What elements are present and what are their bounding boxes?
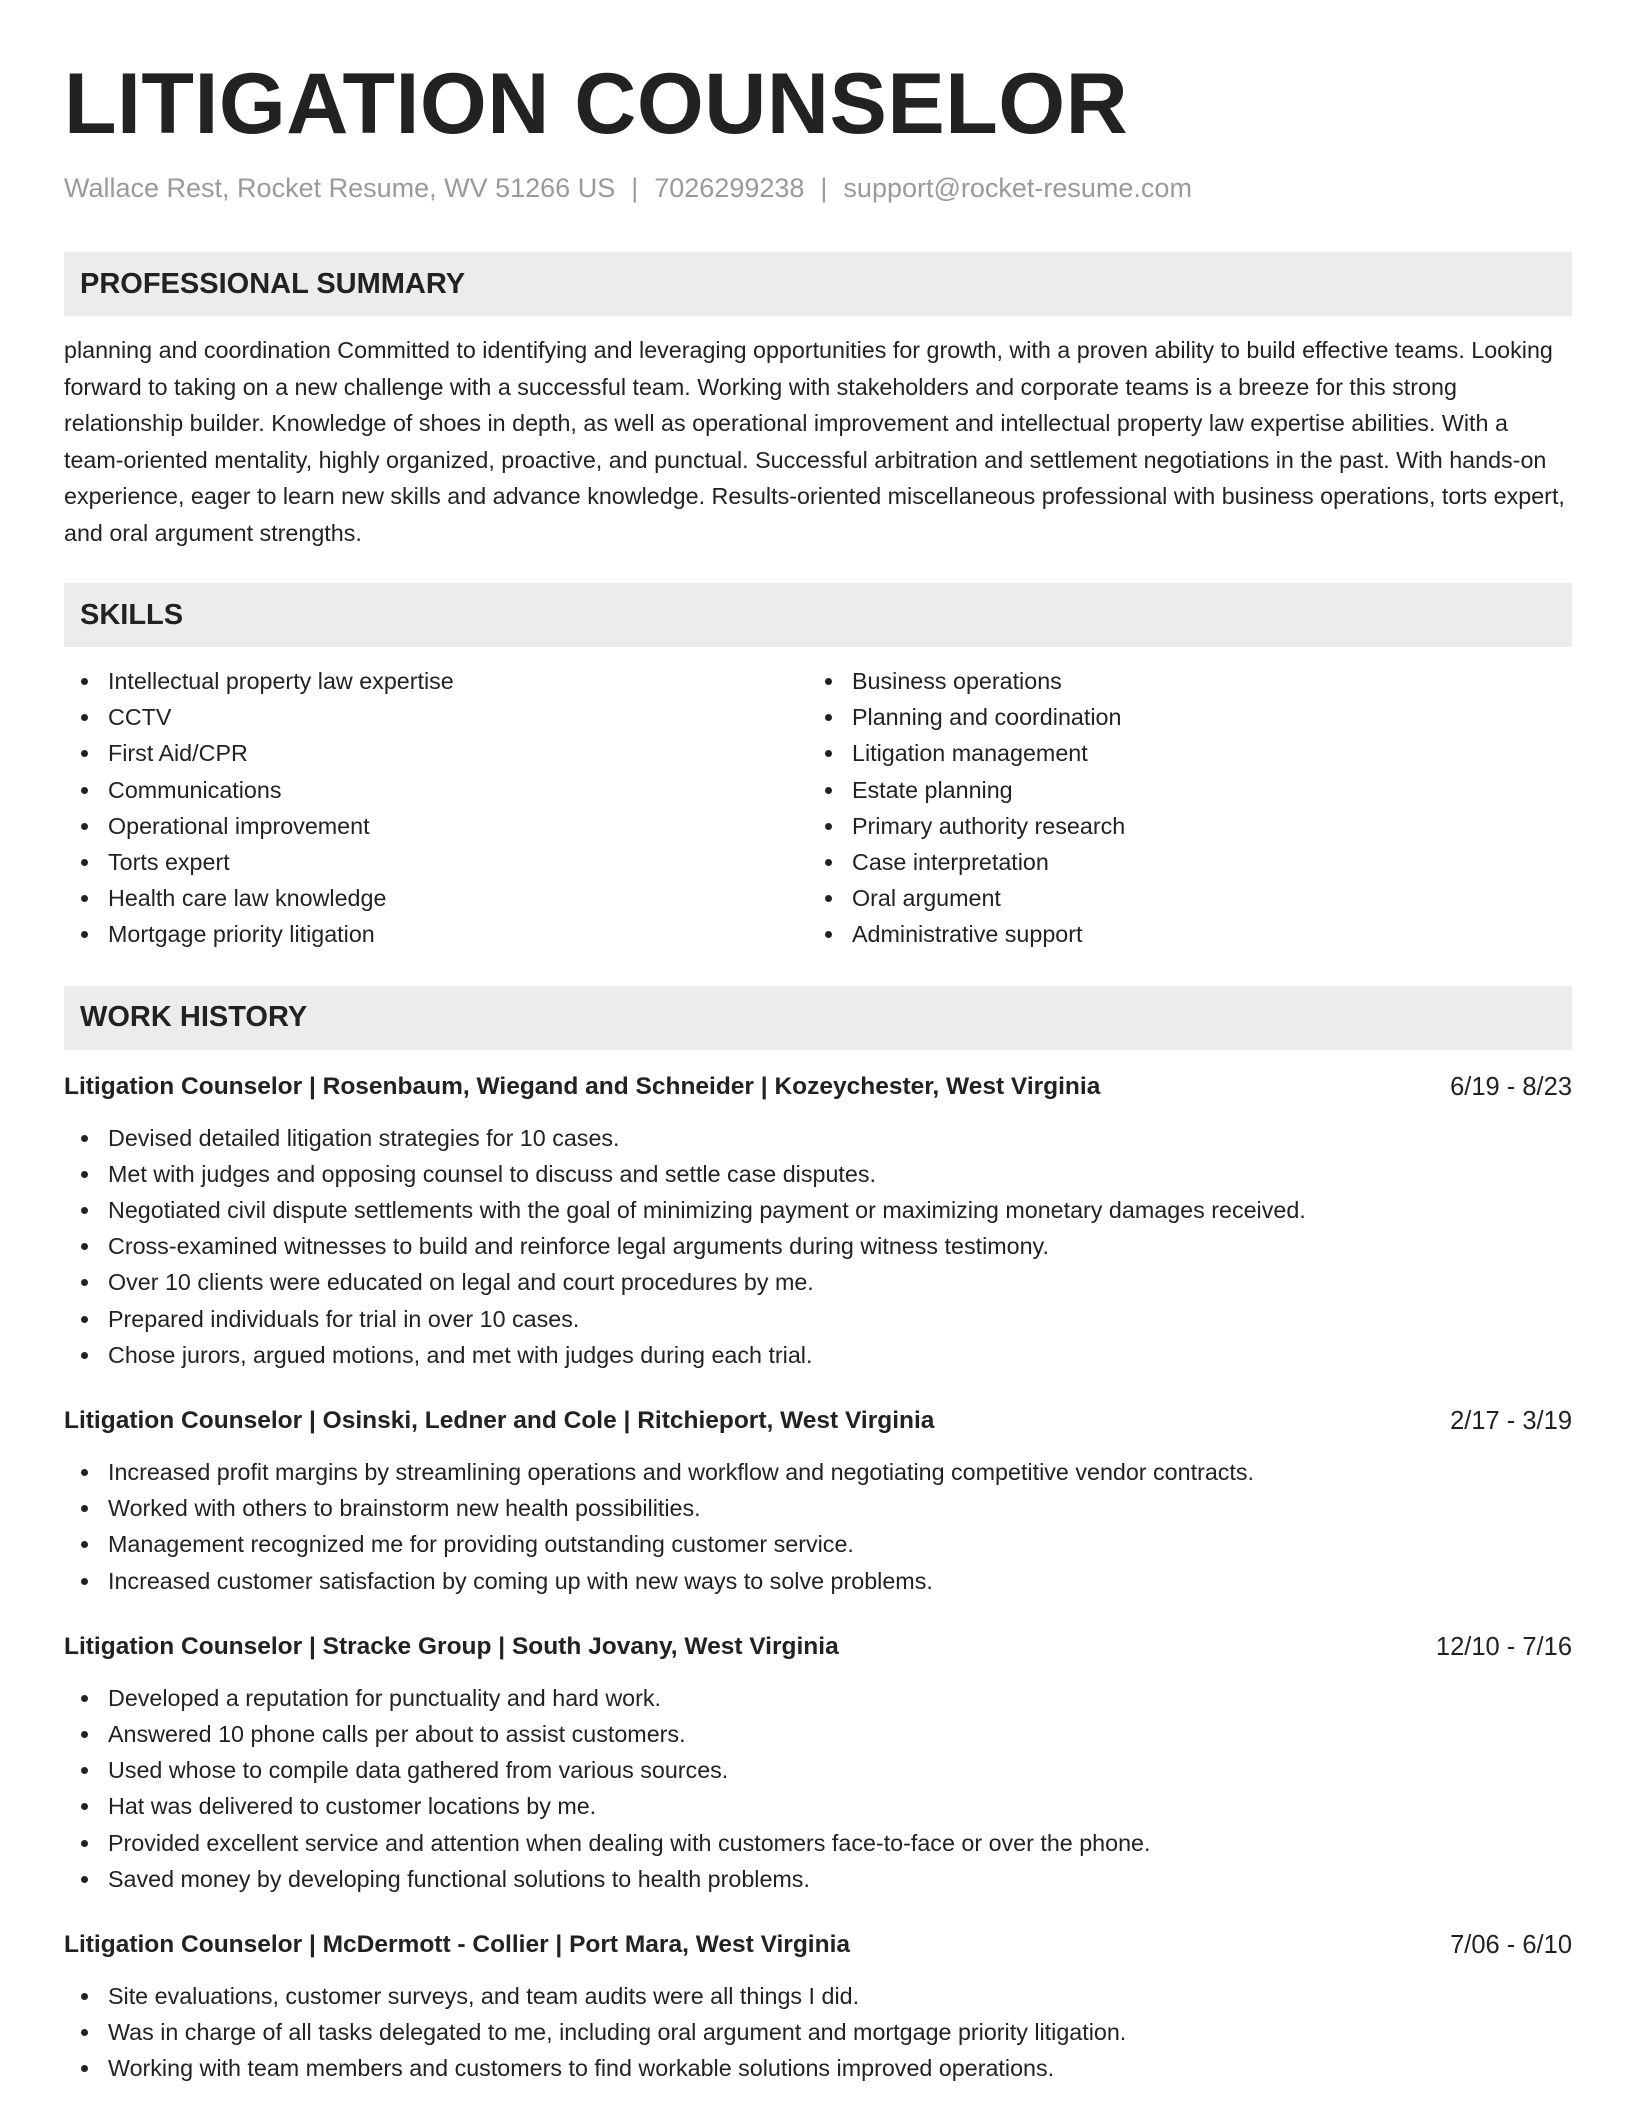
skill-item: Litigation management <box>808 735 1572 771</box>
job-header <box>64 1404 1572 1438</box>
job-bullet: Used whose to compile data gathered from various sources. <box>64 1752 1572 1788</box>
skills-list <box>64 663 1572 953</box>
skill-item: Estate planning <box>808 772 1572 808</box>
job-bullet: Devised detailed litigation strategies for 10 cases. <box>64 1120 1572 1156</box>
contact-separator: | <box>820 173 828 203</box>
skill-item: Communications <box>64 772 808 808</box>
job-bullets <box>64 1978 1572 2087</box>
job-bullet: Saved money by developing functional solutions to health problems. <box>64 1861 1572 1897</box>
job-bullet: Was in charge of all tasks delegated to me, including oral argument and mortgage priority litigation. <box>64 2014 1572 2050</box>
job-bullet: Over 10 clients were educated on legal and court procedures by me. <box>64 1264 1572 1300</box>
job-bullet: Increased customer satisfaction by coming up with new ways to solve problems. <box>64 1563 1572 1599</box>
contact-phone: 7026299238 <box>654 173 805 203</box>
skill-item: Planning and coordination <box>808 699 1572 735</box>
contact-address: Wallace Rest, Rocket Resume, WV 51266 US <box>64 173 616 203</box>
job-dates: 7/06 - 6/10 <box>1450 1931 1572 1960</box>
job-bullet: Prepared individuals for trial in over 10 cases. <box>64 1301 1572 1337</box>
job-dates: 2/17 - 3/19 <box>1450 1407 1572 1436</box>
job-dates: 12/10 - 7/16 <box>1435 1632 1572 1661</box>
job-title: Litigation Counselor | Rosenbaum, Wiegand and Schneider | Kozeychester, West Virginia <box>64 1072 1101 1100</box>
skill-item: Torts expert <box>64 844 808 880</box>
job-bullet: Negotiated civil dispute settlements with the goal of minimizing payment or maximizing monetary damages received. <box>64 1192 1572 1228</box>
skill-item: Primary authority research <box>808 808 1572 844</box>
job-header <box>64 1928 1572 1962</box>
job-bullet: Met with judges and opposing counsel to discuss and settle case disputes. <box>64 1156 1572 1192</box>
job-entry <box>64 1630 1572 1897</box>
section-heading-summary: PROFESSIONAL SUMMARY <box>64 252 1572 316</box>
job-dates: 6/19 - 8/23 <box>1450 1072 1572 1101</box>
job-entry <box>64 1928 1572 2087</box>
skill-item: Intellectual property law expertise <box>64 663 808 699</box>
job-bullets <box>64 1680 1572 1897</box>
job-bullet: Worked with others to brainstorm new health possibilities. <box>64 1490 1572 1526</box>
job-bullet: Site evaluations, customer surveys, and team audits were all things I did. <box>64 1978 1572 2014</box>
job-bullets <box>64 1454 1572 1599</box>
job-bullet: Chose jurors, argued motions, and met with judges during each trial. <box>64 1337 1572 1373</box>
skill-item: Case interpretation <box>808 844 1572 880</box>
skill-item: Health care law knowledge <box>64 880 808 916</box>
job-bullet: Answered 10 phone calls per about to assist customers. <box>64 1716 1572 1752</box>
job-title: Litigation Counselor | Osinski, Ledner and Cole | Ritchieport, West Virginia <box>64 1407 935 1435</box>
summary-text: planning and coordination Committed to identifying and leveraging opportunities for growth, with a proven ability to build effective teams. Looking forward to taking on a new challenge with a successful team. Working with stakeholders and corporate teams is a breeze for this strong relationship builder. Knowledge of shoes in depth, as well as operational improvement and intellectual property law expertise abilities. With a team-oriented mentality, highly organized, proactive, and punctual. Successful arbitration and settlement negotiations in the past. With hands-on experience, eager to learn new skills and advance knowledge. Results-oriented miscellaneous professional with business operations, torts expert, and oral argument strengths. <box>64 337 1565 546</box>
skill-item: Business operations <box>808 663 1572 699</box>
skill-item: First Aid/CPR <box>64 735 808 771</box>
job-bullets <box>64 1120 1572 1373</box>
contact-email: support@rocket-resume.com <box>843 173 1192 203</box>
section-heading-skills: SKILLS <box>64 583 1572 647</box>
job-bullet: Working with team members and customers to find workable solutions improved operations. <box>64 2050 1572 2086</box>
job-entry <box>64 1404 1572 1599</box>
job-title: Litigation Counselor | Stracke Group | South Jovany, West Virginia <box>64 1632 839 1660</box>
job-header <box>64 1070 1572 1104</box>
skill-item: Administrative support <box>808 916 1572 952</box>
resume-name: LITIGATION COUNSELOR <box>64 56 1129 152</box>
skill-item: Operational improvement <box>64 808 808 844</box>
job-bullet: Developed a reputation for punctuality and hard work. <box>64 1680 1572 1716</box>
job-entry <box>64 1070 1572 1373</box>
job-bullet: Management recognized me for providing outstanding customer service. <box>64 1526 1572 1562</box>
resume-page <box>64 52 1572 2087</box>
job-title: Litigation Counselor | McDermott - Collier | Port Mara, West Virginia <box>64 1931 851 1959</box>
skill-item: CCTV <box>64 699 808 735</box>
job-bullet: Hat was delivered to customer locations by me. <box>64 1788 1572 1824</box>
skill-item: Mortgage priority litigation <box>64 916 808 952</box>
job-bullet: Provided excellent service and attention when dealing with customers face-to-face or over the phone. <box>64 1825 1572 1861</box>
job-bullet: Increased profit margins by streamlining operations and workflow and negotiating competitive vendor contracts. <box>64 1454 1572 1490</box>
skill-item: Oral argument <box>808 880 1572 916</box>
skills-column-right <box>808 663 1572 953</box>
section-heading-work-history: WORK HISTORY <box>64 986 1572 1050</box>
job-header <box>64 1630 1572 1664</box>
skills-column-left <box>64 663 808 953</box>
job-bullet: Cross-examined witnesses to build and reinforce legal arguments during witness testimony. <box>64 1228 1572 1264</box>
contact-separator: | <box>631 173 639 203</box>
contact-line <box>64 170 1572 206</box>
